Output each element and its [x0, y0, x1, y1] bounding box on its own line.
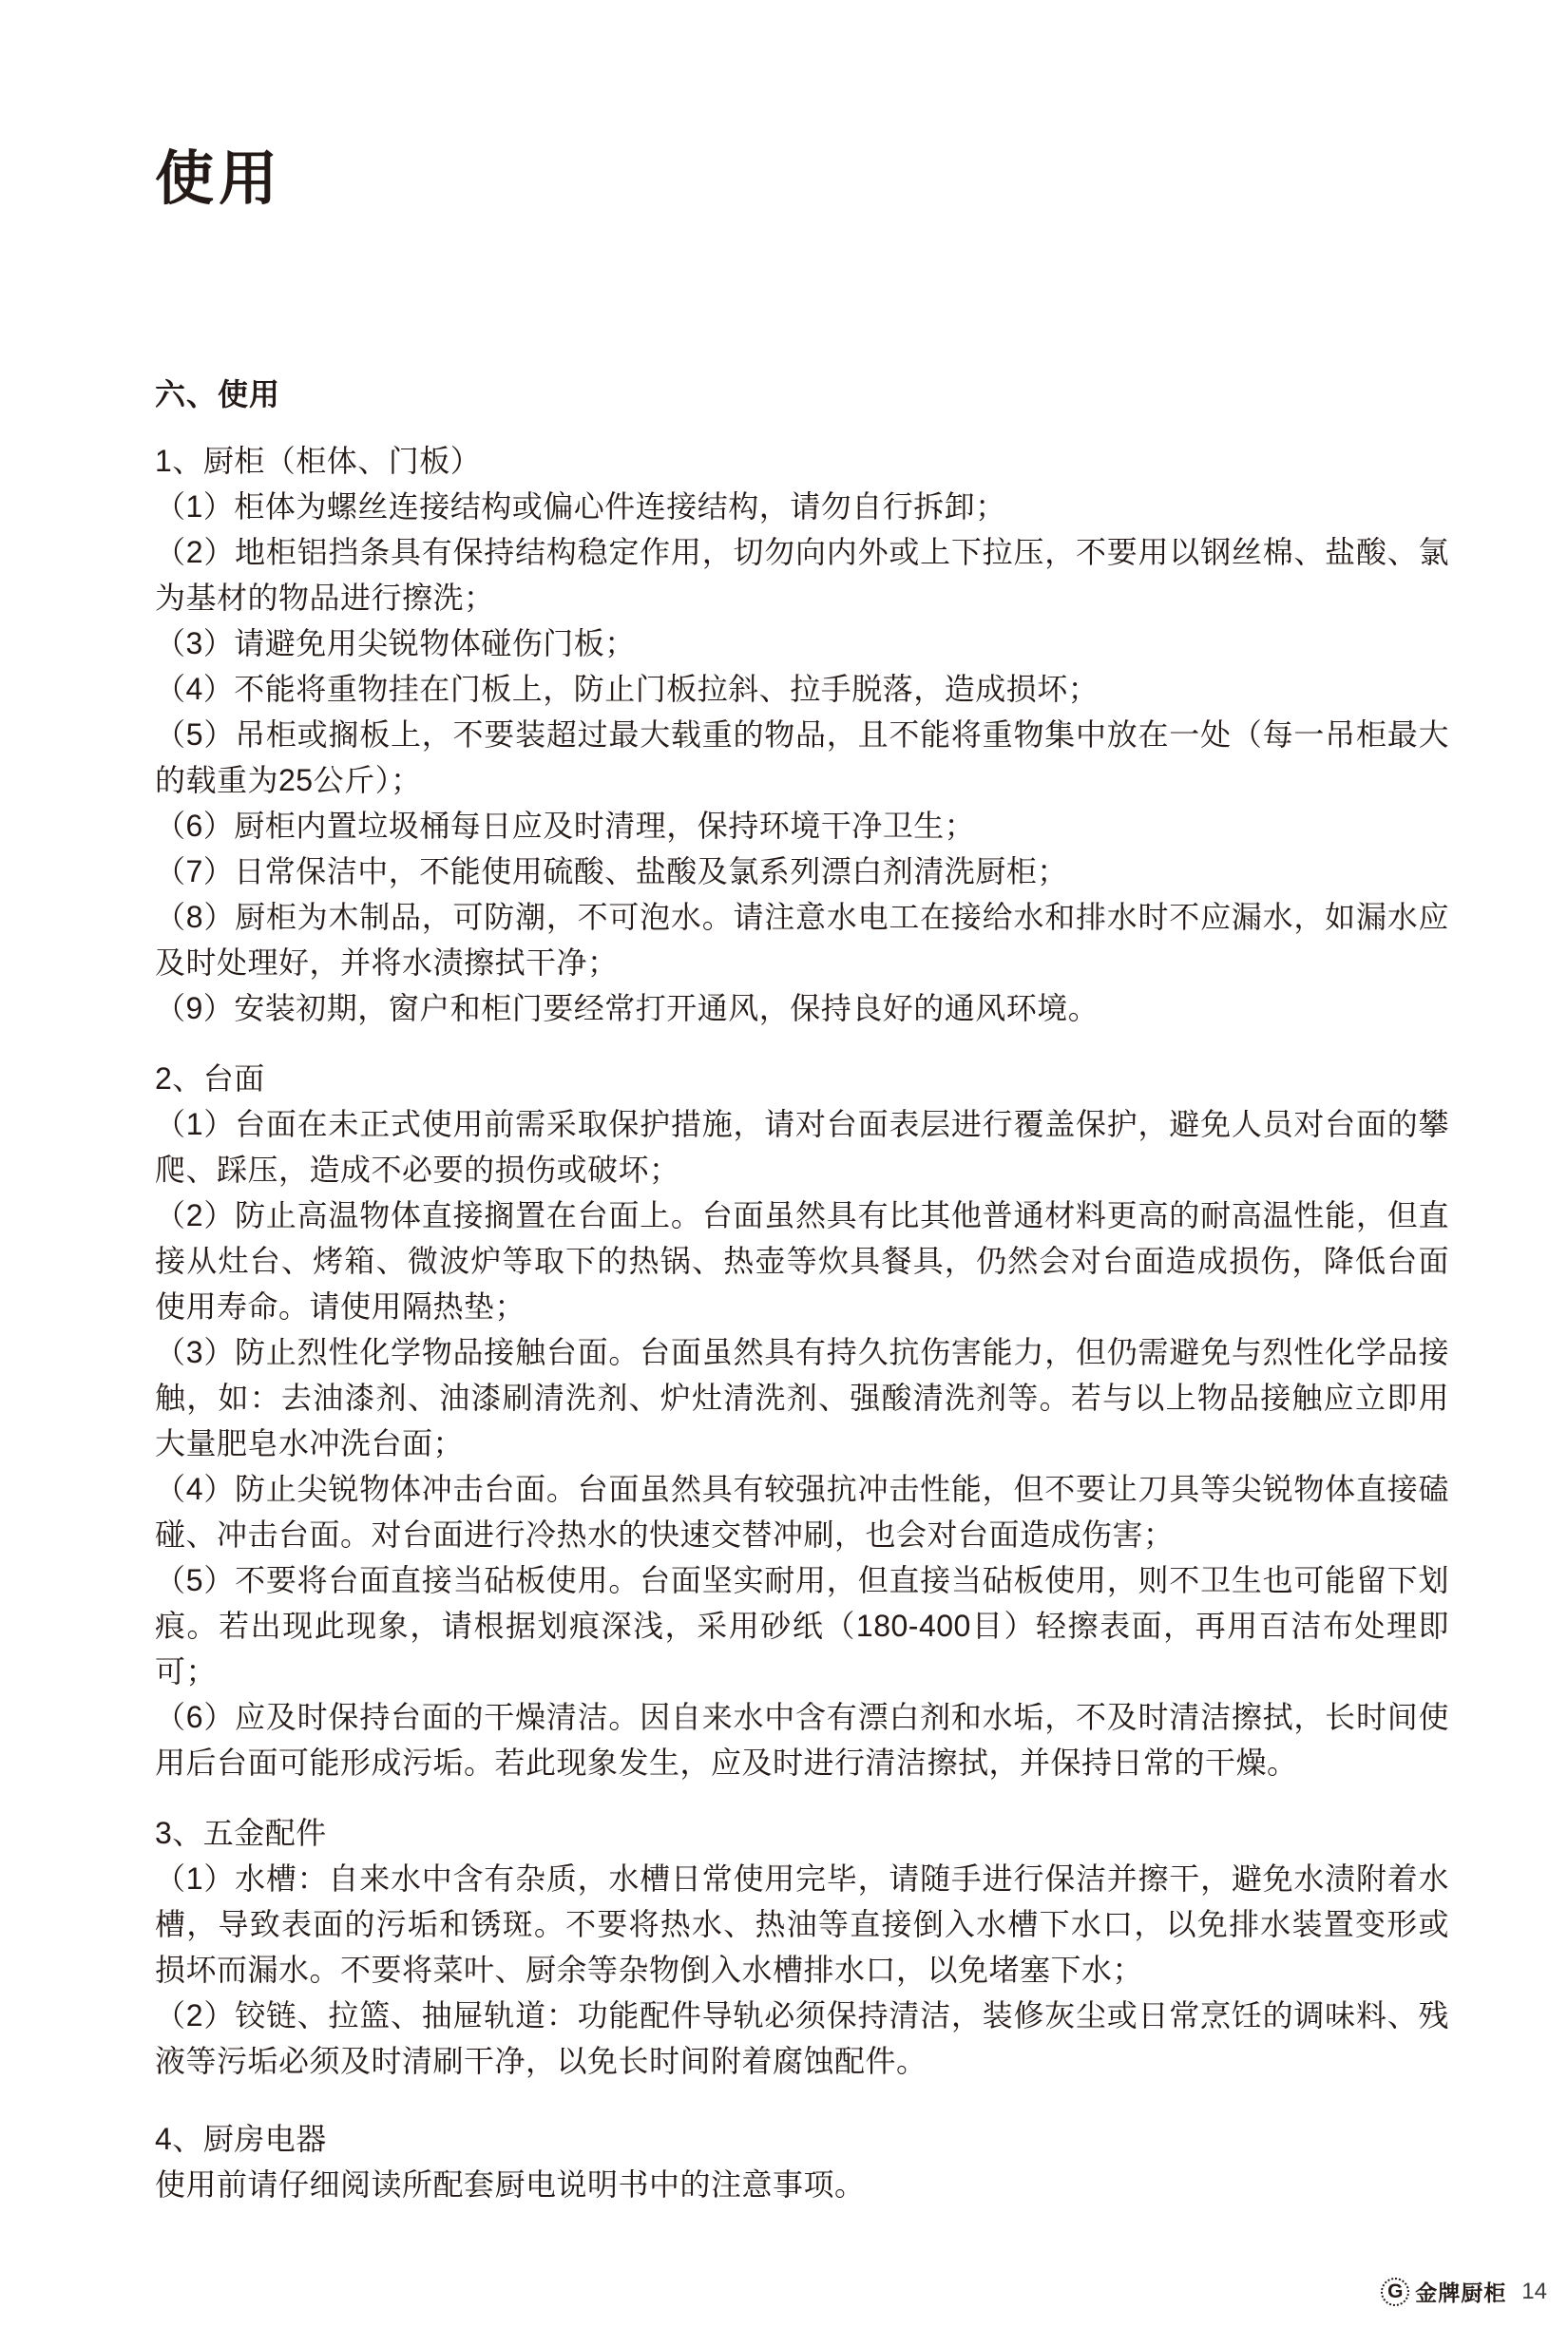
page-title: 使用 — [155, 146, 283, 212]
list-item: （8）厨柜为木制品，可防潮，不可泡水。请注意水电工在接给水和排水时不应漏水，如漏水应及时处理好，并将水渍擦拭干净； — [155, 900, 1449, 980]
list-item: （9）安装初期，窗户和柜门要经常打开通风，保持良好的通风环境。 — [155, 991, 1100, 1025]
group-hardware — [155, 1810, 1449, 2084]
brand-logo-letter: G — [1387, 2280, 1404, 2302]
group-countertop — [155, 1056, 1449, 1785]
list-item: （2）地柜铝挡条具有保持结构稳定作用，切勿向内外或上下拉压，不要用以钢丝棉、盐酸、氯为基材的物品进行擦洗； — [155, 535, 1449, 615]
page-footer — [1381, 2276, 1547, 2307]
list-item: （2）铰链、拉篮、抽屉轨道：功能配件导轨必须保持清洁，装修灰尘或日常烹饪的调味料、残液等污垢必须及时清刷干净，以免长时间附着腐蚀配件。 — [155, 1998, 1449, 2078]
list-item: （1）水槽：自来水中含有杂质，水槽日常使用完毕，请随手进行保洁并擦干，避免水渍附着水槽，导致表面的污垢和锈斑。不要将热水、热油等直接倒入水槽下水口，以免排水装置变形或损坏而漏水。不要将菜叶、厨余等杂物倒入水槽排水口，以免堵塞下水； — [155, 1861, 1449, 1987]
list-item: （5）吊柜或搁板上，不要装超过最大载重的物品，且不能将重物集中放在一处（每一吊柜最大的载重为25公斤）； — [155, 717, 1449, 797]
list-item: （4）不能将重物挂在门板上，防止门板拉斜、拉手脱落，造成损坏； — [155, 672, 1100, 706]
list-item: （4）防止尖锐物体冲击台面。台面虽然具有较强抗冲击性能，但不要让刀具等尖锐物体直接磕碰、冲击台面。对台面进行冷热水的快速交替冲刷，也会对台面造成伤害； — [155, 1472, 1449, 1552]
section-heading: 六、使用 — [155, 377, 281, 411]
list-item: （5）不要将台面直接当砧板使用。台面坚实耐用，但直接当砧板使用，则不卫生也可能留下划痕。若出现此现象，请根据划痕深浅，采用砂纸（180-400目）轻擦表面，再用百洁布处理即可； — [155, 1563, 1449, 1689]
group-appliances — [155, 2116, 1449, 2207]
page-content — [155, 0, 1449, 2207]
list-item: （6）应及时保持台面的干燥清洁。因自来水中含有漂白剂和水垢，不及时清洁擦拭，长时间使用后台面可能形成污垢。若此现象发生，应及时进行清洁擦拭，并保持日常的干燥。 — [155, 1700, 1449, 1780]
list-item: （3）请避免用尖锐物体碰伤门板； — [155, 626, 636, 660]
group-cabinet-heading: 1、厨柜（柜体、门板） — [155, 444, 482, 478]
list-item: 使用前请仔细阅读所配套厨电说明书中的注意事项。 — [155, 2167, 866, 2202]
list-item: （1）柜体为螺丝连接结构或偏心件连接结构，请勿自行拆卸； — [155, 489, 1006, 524]
page-number: 14 — [1521, 2278, 1547, 2304]
list-item: （1）台面在未正式使用前需采取保护措施，请对台面表层进行覆盖保护，避免人员对台面的攀爬、踩压，造成不必要的损伤或破坏； — [155, 1107, 1449, 1187]
list-item: （3）防止烈性化学物品接触台面。台面虽然具有持久抗伤害能力，但仍需避免与烈性化学品接触，如：去油漆剂、油漆刷清洗剂、炉灶清洗剂、强酸清洗剂等。若与以上物品接触应立即用大量肥皂水冲洗台面； — [155, 1335, 1449, 1460]
list-item: （6）厨柜内置垃圾桶每日应及时清理，保持环境干净卫生； — [155, 809, 976, 843]
brand-logo-icon — [1381, 2278, 1409, 2306]
brand-name: 金牌厨柜 — [1415, 2280, 1507, 2305]
group-hardware-heading: 3、五金配件 — [155, 1816, 327, 1850]
group-countertop-heading: 2、台面 — [155, 1061, 265, 1096]
group-cabinet — [155, 438, 1449, 1031]
list-item: （2）防止高温物体直接搁置在台面上。台面虽然具有比其他普通材料更高的耐高温性能，但直接从灶台、烤箱、微波炉等取下的热锅、热壶等炊具餐具，仍然会对台面造成损伤，降低台面使用寿命。请使用隔热垫； — [155, 1198, 1449, 1324]
group-appliances-heading: 4、厨房电器 — [155, 2122, 327, 2156]
list-item: （7）日常保洁中，不能使用硫酸、盐酸及氯系列漂白剂清洗厨柜； — [155, 854, 1068, 888]
